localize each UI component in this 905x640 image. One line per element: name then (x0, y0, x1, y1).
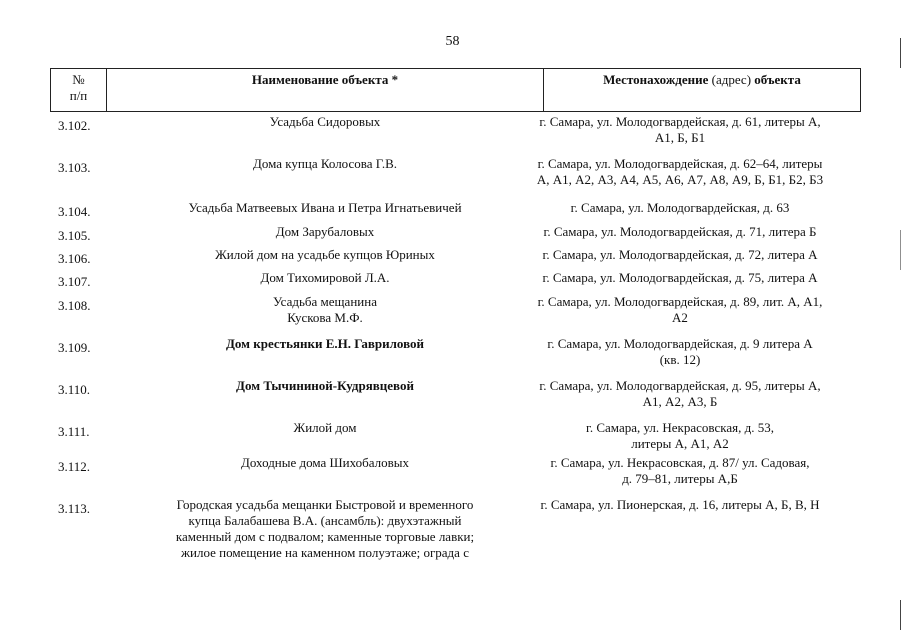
object-name (110, 200, 540, 216)
object-name (110, 378, 540, 394)
object-name (110, 455, 540, 471)
table-row (50, 455, 861, 497)
name-line: Доходные дома Шихобаловых (241, 455, 409, 470)
name-line: Городская усадьба мещанки Быстровой и временного (176, 497, 474, 512)
page-number: 58 (445, 34, 460, 49)
object-location (500, 114, 860, 146)
name-line: каменный дом с подвалом; каменные торговые лавки; (175, 529, 475, 544)
name-line: Усадьба Сидоровых (269, 114, 381, 129)
table-header (50, 68, 861, 112)
header-name-cell: Наименование объекта * (107, 69, 544, 111)
row-number: 3.113. (58, 501, 91, 516)
name-line: Дома купца Колосова Г.В. (253, 156, 397, 171)
location-line: г. Самара, ул. Молодогвардейская, д. 61, литеры А, (539, 114, 821, 129)
row-number: 3.102. (58, 118, 91, 133)
location-line: г. Самара, ул. Молодогвардейская, д. 62–64, литеры (537, 156, 823, 171)
table-row (50, 114, 861, 156)
object-name (110, 247, 540, 263)
object-location (500, 156, 860, 188)
name-line: Усадьба Матвеевых Ивана и Петра Игнатьевичей (188, 200, 462, 215)
header-location-part1: Местонахождение (603, 72, 709, 87)
row-number: 3.110. (58, 382, 91, 397)
object-name (110, 156, 540, 172)
name-line: Кускова М.Ф. (287, 310, 363, 325)
row-number: 3.107. (58, 274, 91, 289)
name-line: Дом Тычининой-Кудрявцевой (236, 378, 414, 393)
object-name (110, 420, 540, 436)
location-line: г. Самара, ул. Некрасовская, д. 87/ ул. Садовая, (550, 455, 810, 470)
scan-edge-mark (900, 600, 901, 630)
location-line: г. Самара, ул. Молодогвардейская, д. 72, литера А (542, 247, 818, 262)
location-line: г. Самара, ул. Молодогвардейская, д. 95, литеры А, (539, 378, 821, 393)
location-line: г. Самара, ул. Пионерская, д. 16, литеры А, Б, В, Н (540, 497, 820, 512)
object-location (500, 247, 860, 263)
table-row (50, 378, 861, 420)
row-number: 3.106. (58, 251, 91, 266)
row-number: 3.112. (58, 459, 91, 474)
row-number: 3.111. (58, 424, 90, 439)
name-line: Жилой дом на усадьбе купцов Юриных (215, 247, 435, 262)
object-name (110, 114, 540, 130)
object-name (110, 294, 540, 326)
location-line: г. Самара, ул. Молодогвардейская, д. 89, лит. А, А1, (537, 294, 823, 309)
name-line: Дом крестьянки Е.Н. Гавриловой (225, 336, 425, 351)
name-line: Дом Тихомировой Л.А. (260, 270, 390, 285)
object-location (500, 224, 860, 240)
table-row (50, 224, 861, 247)
name-line: Жилой дом (293, 420, 357, 435)
object-location (500, 200, 860, 216)
name-line: Усадьба мещанина (273, 294, 377, 309)
location-line: г. Самара, ул. Молодогвардейская, д. 9 литера А (547, 336, 813, 351)
location-line: А1, А2, А3, Б (642, 394, 718, 409)
location-line: А2 (672, 310, 688, 325)
table-body (50, 114, 861, 569)
location-line: г. Самара, ул. Некрасовская, д. 53, (586, 420, 774, 435)
table-row (50, 420, 861, 455)
row-number: 3.103. (58, 160, 91, 175)
object-location (500, 497, 860, 513)
location-line: г. Самара, ул. Молодогвардейская, д. 75, литера А (542, 270, 818, 285)
table-row (50, 200, 861, 224)
object-name (110, 224, 540, 240)
object-location (500, 420, 860, 452)
location-line: г. Самара, ул. Молодогвардейская, д. 71, литера Б (543, 224, 817, 239)
location-line: А, А1, А2, А3, А4, А5, А6, А7, А8, А9, Б, Б1, Б2, Б3 (536, 172, 824, 187)
location-line: (кв. 12) (659, 352, 701, 367)
table-row (50, 270, 861, 294)
header-location-part3: объекта (754, 72, 801, 87)
object-location (500, 455, 860, 487)
header-number-line1: № (72, 72, 85, 87)
location-line: литеры А, А1, А2 (631, 436, 729, 451)
scan-edge-mark (900, 230, 901, 270)
row-number: 3.104. (58, 204, 91, 219)
location-line: А1, Б, Б1 (654, 130, 706, 145)
object-location (500, 378, 860, 410)
header-location-cell (544, 69, 860, 111)
scan-edge-mark (900, 38, 901, 68)
row-number: 3.105. (58, 228, 91, 243)
header-number-cell (51, 69, 107, 111)
object-location (500, 270, 860, 286)
name-line: Дом Зарубаловых (275, 224, 375, 239)
header-location-part2: (адрес) (708, 72, 755, 87)
table-row (50, 336, 861, 378)
location-line: д. 79–81, литеры А,Б (622, 471, 738, 486)
name-line: жилое помещение на каменном полуэтаже; ограда с (181, 545, 469, 560)
name-line: купца Балабашева В.А. (ансамбль): двухэтажный (188, 513, 462, 528)
table-row (50, 497, 861, 569)
row-number: 3.108. (58, 298, 91, 313)
row-number: 3.109. (58, 340, 91, 355)
object-name (110, 336, 540, 352)
object-location (500, 336, 860, 368)
object-location (500, 294, 860, 326)
header-number-line2: п/п (69, 88, 88, 103)
table-row (50, 156, 861, 200)
table-row (50, 247, 861, 270)
object-name (110, 497, 540, 561)
object-name (110, 270, 540, 286)
location-line: г. Самара, ул. Молодогвардейская, д. 63 (570, 200, 790, 215)
table-row (50, 294, 861, 336)
